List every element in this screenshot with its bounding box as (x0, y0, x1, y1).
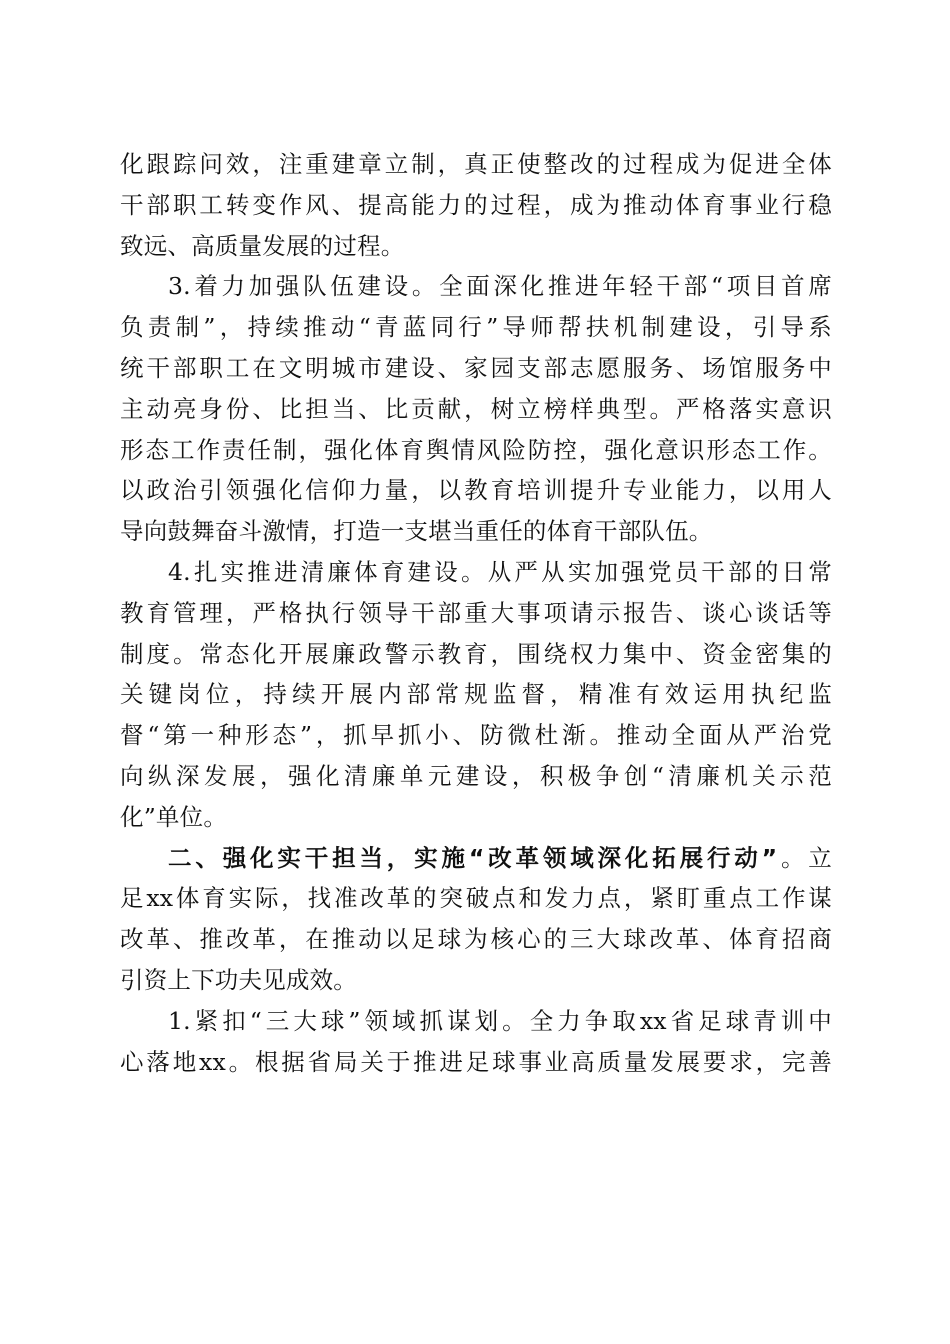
document-body (120, 144, 832, 1082)
text-line: 心落地xx。根据省局关于推进足球事业高质量发展要求，完善 (120, 1047, 832, 1076)
text-line: 以政治引领强化信仰力量，以教育培训提升专业能力，以用人 (120, 476, 832, 505)
text-line: 足xx体育实际，找准改革的突破点和发力点，紧盯重点工作谋 (120, 884, 832, 913)
text-line: 引资上下功夫见成效。 (120, 965, 357, 994)
text-line: 统干部职工在文明城市建设、家园支部志愿服务、场馆服务中 (120, 353, 832, 382)
text-line: 致远、高质量发展的过程。 (120, 231, 405, 260)
text-line: 负责制”，持续推动“青蓝同行”导师帮扶机制建设，引导系 (120, 313, 832, 342)
section-heading-continuation: 。立 (777, 843, 832, 872)
paragraph-1-first-line: 1.紧扣“三大球”领域抓谋划。全力争取xx省足球青训中 (168, 1006, 832, 1035)
text-line: 教育管理，严格执行领导干部重大事项请示报告、谈心谈话等 (120, 598, 832, 627)
text-line: 化”单位。 (120, 802, 228, 831)
text-line: 形态工作责任制，强化体育舆情风险防控，强化意识形态工作。 (120, 435, 832, 464)
paragraph-4-first-line: 4.扎实推进清廉体育建设。从严从实加强党员干部的日常 (168, 557, 832, 586)
text-line: 向纵深发展，强化清廉单元建设，积极争创“清廉机关示范 (120, 761, 832, 790)
text-line: 主动亮身份、比担当、比贡献，树立榜样典型。严格落实意识 (120, 394, 832, 423)
text-line: 改革、推改革，在推动以足球为核心的三大球改革、体育招商 (120, 925, 832, 954)
text-line: 关键岗位，持续开展内部常规监督，精准有效运用执纪监 (120, 680, 832, 709)
text-line: 干部职工转变作风、提高能力的过程，成为推动体育事业行稳 (120, 190, 832, 219)
text-line: 化跟踪问效，注重建章立制，真正使整改的过程成为促进全体 (120, 150, 832, 178)
section-heading: 二、强化实干担当，实施“改革领域深化拓展行动” (168, 843, 778, 872)
text-line: 制度。常态化开展廉政警示教育，围绕权力集中、资金密集的 (120, 639, 832, 668)
section-two-first-line (120, 838, 832, 879)
text-line: 督“第一种形态”，抓早抓小、防微杜渐。推动全面从严治党 (120, 721, 832, 750)
text-line: 导向鼓舞奋斗激情，打造一支堪当重任的体育干部队伍。 (120, 517, 713, 546)
paragraph-3-first-line: 3.着力加强队伍建设。全面深化推进年轻干部“项目首席 (168, 272, 832, 301)
